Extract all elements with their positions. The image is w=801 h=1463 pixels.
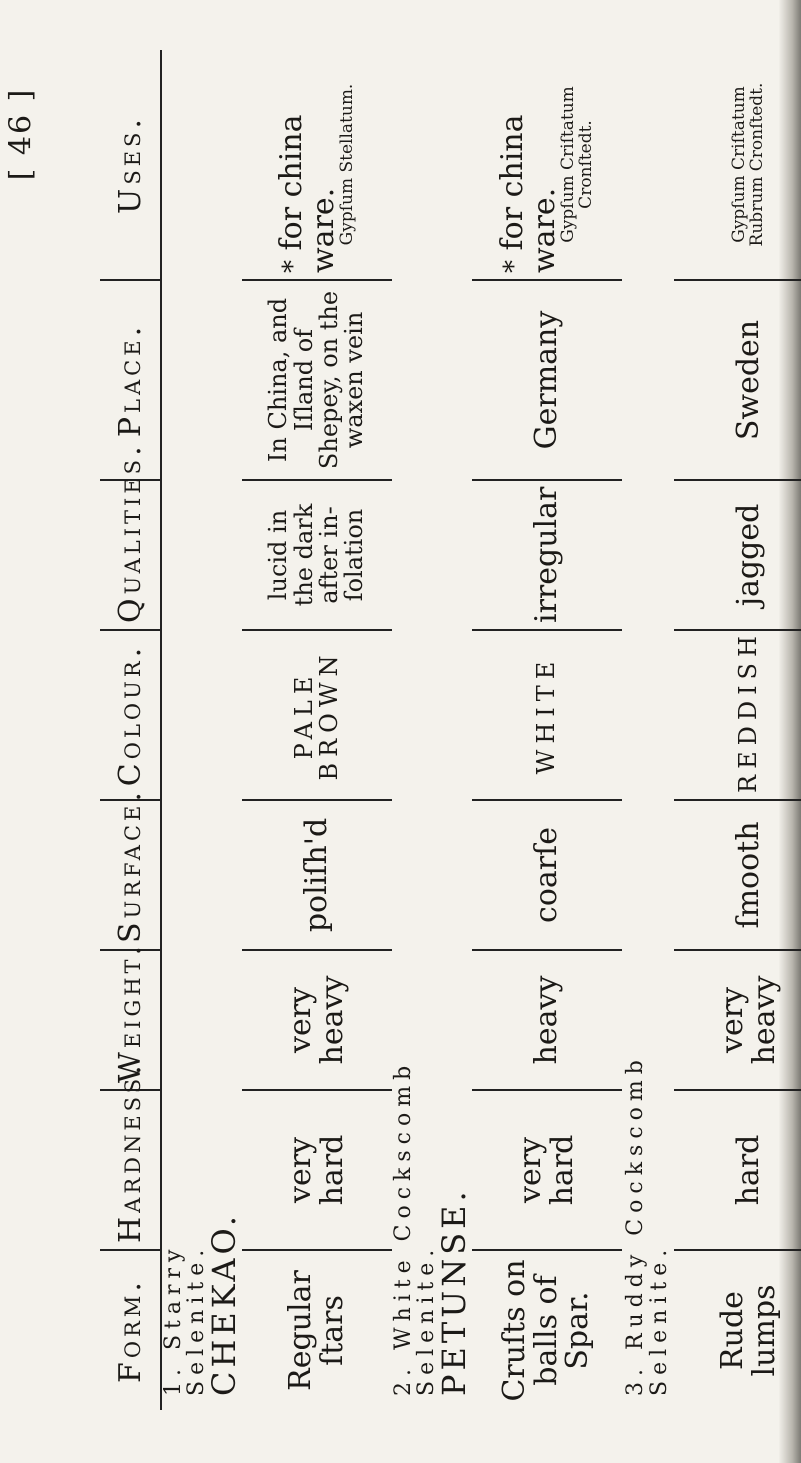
- cell-qualities: lucid in the dark after in-ſolation: [242, 480, 392, 630]
- group-title-spacer: [622, 50, 674, 950]
- header-qualities: Qualities.: [100, 480, 161, 630]
- cell-place: Sweden: [674, 280, 801, 480]
- header-hardness: Hardness.: [100, 1090, 161, 1250]
- asterisk-mark: *: [278, 260, 309, 273]
- asterisk-mark: *: [499, 260, 530, 273]
- uses-note: Gypſum Criſtatum Cronſtedt.: [558, 86, 597, 243]
- page-number: [3, 84, 39, 184]
- cell-hardness: very hard: [242, 1090, 392, 1250]
- header-uses: Uses.: [100, 50, 161, 280]
- rotated-table-wrapper: [100, 50, 780, 1410]
- cell-hardness: very hard: [472, 1090, 622, 1250]
- cell-weight: very heavy: [242, 950, 392, 1090]
- cell-qualities: irregular: [472, 480, 622, 630]
- cell-weight: heavy: [472, 950, 622, 1090]
- cell-colour: PALE BROWN: [242, 630, 392, 800]
- group-title-row: [392, 50, 472, 1410]
- header-colour: Colour.: [100, 630, 161, 800]
- cell-hardness: hard: [674, 1090, 801, 1250]
- cell-surface: coarſe: [472, 800, 622, 950]
- group-title-row: [161, 50, 242, 1410]
- cell-uses: [242, 50, 392, 280]
- group-title: [392, 950, 472, 1410]
- table-row: [472, 50, 622, 1410]
- group-title-spacer: [161, 50, 242, 1090]
- cell-uses: [674, 50, 801, 280]
- group-title: [622, 950, 674, 1410]
- group-subtitle: CHEKAO.: [205, 1212, 244, 1396]
- header-form: Form.: [100, 1250, 161, 1410]
- table-row: [242, 50, 392, 1410]
- cell-form: Cruſts on balls of Spar.: [497, 1259, 596, 1402]
- table-row: [674, 50, 801, 1410]
- cell-weight: very heavy: [674, 950, 801, 1090]
- uses-text: for china ware.: [274, 114, 341, 273]
- header-row: [100, 50, 161, 1410]
- header-surface: Surface.: [100, 800, 161, 950]
- header-place: Place.: [100, 280, 161, 480]
- cell-surface: poliſh'd: [242, 800, 392, 950]
- group-subtitle: PETUNSE.: [434, 1187, 473, 1396]
- cell-colour: WHITE: [472, 630, 622, 800]
- cell-place: In China, and Iſland of Shepey, on the waxen vein: [242, 280, 392, 480]
- mineral-table: [100, 50, 801, 1410]
- uses-text: for china ware.: [495, 114, 562, 273]
- uses-note: Gypſum Criſtatum Rubrum Cronſtedt.: [728, 82, 767, 247]
- group-title-text: 1. Starry Selenite.: [161, 1243, 210, 1396]
- cell-uses: [472, 50, 622, 280]
- group-title-row: [622, 50, 674, 1410]
- page-number-text: [ 46 ]: [3, 87, 39, 181]
- group-title-text: 3. Ruddy Cockscomb Selenite.: [623, 1054, 672, 1396]
- group-title-spacer: [392, 50, 472, 950]
- header-weight: Weight.: [100, 950, 161, 1090]
- cell-surface: ſmooth: [674, 800, 801, 950]
- cell-place: Germany: [472, 280, 622, 480]
- group-title-text: 2. White Cockscomb Selenite.: [390, 1059, 439, 1396]
- group-title: [161, 1090, 242, 1410]
- cell-colour: REDDISH: [674, 630, 801, 800]
- table-stage: [100, 50, 780, 1410]
- uses-note: Gypſum Stellatum.: [337, 83, 358, 246]
- cell-qualities: jagged: [674, 480, 801, 630]
- cell-form: Regular ſtars: [283, 1270, 350, 1391]
- cell-form: Rude lumps: [715, 1284, 782, 1377]
